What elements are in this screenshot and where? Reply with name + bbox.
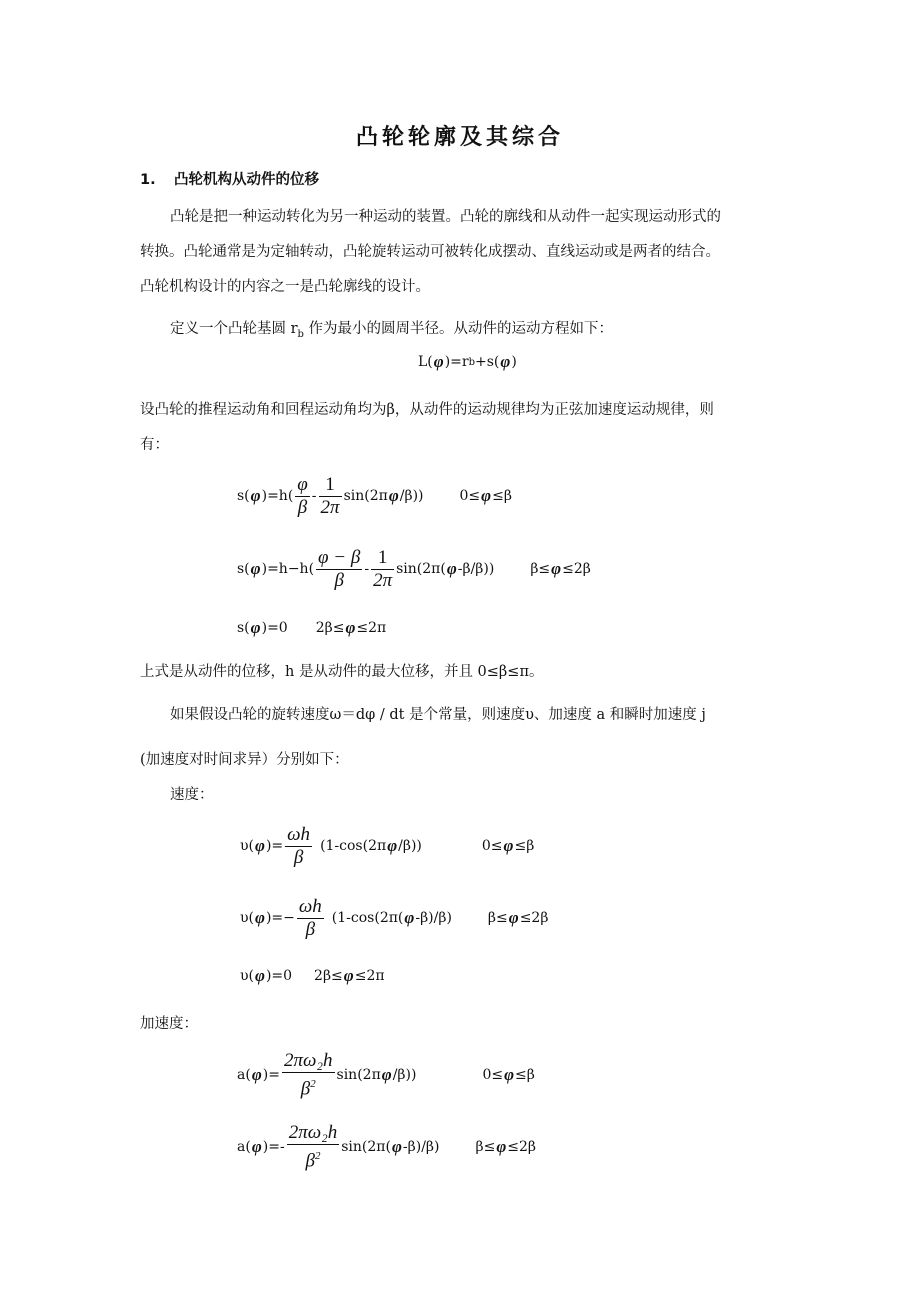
eq-part: +s(: [475, 354, 500, 370]
range-part: ≤2π: [356, 620, 387, 636]
numerator: ωh: [298, 895, 322, 917]
define-subscript: b: [297, 328, 304, 340]
range-part: ≤β: [515, 1067, 535, 1083]
formula-v1: [240, 820, 534, 872]
eq-part: s(: [237, 561, 250, 577]
eq-part: /β)): [392, 1067, 417, 1083]
denominator: 2π: [373, 569, 393, 591]
eq-part: )=−: [265, 910, 295, 926]
formula-s2: [237, 543, 591, 595]
page-title: 凸轮轮廓及其综合: [355, 125, 564, 150]
numerator: 1: [377, 546, 388, 568]
eq-part: )=0: [261, 620, 288, 636]
phi-symbol: φ: [250, 486, 261, 505]
phi-symbol: φ: [433, 352, 444, 371]
section-number: 1.: [140, 172, 156, 188]
eq-part: L(: [418, 354, 433, 370]
setting-line-2: 有：: [140, 437, 169, 453]
displacement-note: 上式是从动件的位移，h 是从动件的最大位移，并且 0≤β≤π。: [140, 664, 544, 680]
formula-s1: [237, 470, 512, 522]
range-part: β≤: [530, 561, 551, 577]
velocity-label: 速度：: [170, 787, 214, 803]
range-part: 0≤: [481, 838, 503, 854]
phi-symbol: φ: [504, 1065, 515, 1084]
denominator-base: β: [305, 1150, 315, 1172]
phi-symbol: φ: [251, 1065, 262, 1084]
range-part: 0≤: [482, 1067, 504, 1083]
intro-line-2: 转换。凸轮通常是为定轴转动，凸轮旋转运动可被转化成摆动、直线运动或是两者的结合。: [140, 244, 720, 260]
range-part: 2β≤: [315, 620, 345, 636]
eq-part: (1-cos(2π(: [331, 910, 404, 926]
eq-part: -: [311, 488, 317, 504]
range-part: 2β≤: [314, 968, 343, 984]
phi-symbol: φ: [250, 618, 261, 637]
eq-part: s(: [237, 620, 250, 636]
denominator: [303, 1145, 322, 1172]
eq-part: )=: [262, 1067, 280, 1083]
phi-symbol: φ: [446, 559, 457, 578]
eq-part: a(: [237, 1139, 251, 1155]
phi-symbol: φ: [500, 352, 511, 371]
formula-v2: [240, 892, 548, 944]
motion-equation: [418, 352, 517, 372]
eq-part: (1-cos(2π: [320, 838, 387, 854]
eq-part: sin(2π(: [341, 1139, 391, 1155]
eq-part: )=h(: [261, 488, 294, 504]
section-heading: [140, 168, 319, 189]
range-part: ≤2π: [354, 968, 385, 984]
phi-symbol: φ: [250, 559, 261, 578]
range-part: ≤2β: [562, 561, 591, 577]
denominator: β: [305, 918, 316, 940]
eq-part: υ(: [240, 968, 254, 984]
range-part: ≤β: [514, 838, 535, 854]
phi-symbol: φ: [496, 1137, 507, 1156]
intro-line-3: 凸轮机构设计的内容之一是凸轮廓线的设计。: [140, 279, 430, 295]
eq-part: )=h−h(: [261, 561, 315, 577]
range-part: β≤: [475, 1139, 496, 1155]
eq-part: -: [364, 561, 370, 577]
numerator: φ: [297, 473, 308, 495]
eq-part: )=: [265, 838, 284, 854]
fraction: [285, 824, 312, 869]
denominator: β: [334, 569, 344, 591]
eq-part: )=-: [262, 1139, 285, 1155]
numerator: ωh: [287, 823, 311, 845]
range-part: ≤2β: [519, 910, 549, 926]
phi-symbol: φ: [481, 486, 492, 505]
phi-symbol: φ: [345, 618, 356, 637]
formula-v3: [240, 966, 385, 986]
phi-symbol: φ: [251, 1137, 262, 1156]
range-part: ≤2β: [507, 1139, 536, 1155]
numerator: 1: [325, 473, 335, 495]
eq-part: υ(: [240, 910, 254, 926]
eq-part: sin(2π: [343, 488, 388, 504]
fraction: [297, 896, 324, 941]
setting-line-1: 设凸轮的推程运动角和回程运动角均为β，从动件的运动规律均为正弦加速度运动规律，则: [140, 402, 714, 418]
phi-symbol: φ: [551, 559, 562, 578]
define-text: 定义一个凸轮基圆 r: [170, 321, 298, 337]
phi-symbol: φ: [254, 836, 265, 855]
denominator: 2π: [320, 496, 340, 518]
section-title: 凸轮机构从动件的位移: [174, 172, 319, 188]
formula-a1: [237, 1048, 535, 1102]
fraction: [287, 1122, 340, 1172]
fraction: [319, 474, 342, 519]
eq-part: )=r: [444, 354, 469, 370]
define-paragraph: [140, 317, 780, 340]
phi-symbol: φ: [381, 1065, 392, 1084]
denominator-base: β: [300, 1078, 311, 1100]
phi-symbol: φ: [254, 908, 265, 927]
eq-part: υ(: [240, 838, 254, 854]
speed-line-1: 如果假设凸轮的旋转速度ω＝dφ / dt 是个常量，则速度υ、加速度 a 和瞬时加速度 j: [170, 707, 706, 723]
eq-part: a(: [237, 1067, 251, 1083]
fraction: [282, 1050, 335, 1100]
fraction: [295, 474, 310, 519]
numerator: φ − β: [318, 546, 361, 568]
numerator: 2πω₂h: [288, 1121, 338, 1143]
phi-symbol: φ: [404, 908, 415, 927]
range-part: ≤β: [492, 488, 512, 504]
acceleration-label: 加速度：: [140, 1016, 198, 1032]
denominator: β: [293, 846, 304, 868]
denominator-exponent: 2: [314, 1149, 321, 1162]
eq-part: -β)/β): [415, 910, 452, 926]
denominator: [299, 1073, 318, 1100]
eq-part: )=0: [265, 968, 293, 984]
eq-part: /β)): [398, 838, 422, 854]
formula-s3: [237, 618, 386, 638]
phi-symbol: φ: [254, 966, 265, 985]
formula-a2: [237, 1120, 536, 1174]
denominator: β: [297, 496, 308, 518]
denominator-exponent: 2: [310, 1077, 316, 1090]
phi-symbol: φ: [508, 908, 519, 927]
range-part: 0≤: [459, 488, 481, 504]
phi-symbol: φ: [387, 836, 398, 855]
eq-part: ): [511, 354, 517, 370]
phi-symbol: φ: [503, 836, 514, 855]
eq-part: s(: [237, 488, 250, 504]
eq-part: /β)): [399, 488, 424, 504]
phi-symbol: φ: [391, 1137, 402, 1156]
eq-part: -β)/β): [402, 1139, 440, 1155]
fraction: [316, 547, 362, 592]
define-text-rest: 作为最小的圆周半径。从动件的运动方程如下：: [303, 321, 614, 337]
fraction: [371, 547, 394, 592]
phi-symbol: φ: [388, 486, 399, 505]
eq-part: sin(2π(: [396, 561, 446, 577]
speed-line-2: (加速度对时间求异）分别如下：: [140, 752, 349, 768]
eq-part: sin(2π: [336, 1067, 381, 1083]
intro-line-1: 凸轮是把一种运动转化为另一种运动的装置。凸轮的廓线和从动件一起实现运动形式的: [170, 209, 721, 225]
range-part: β≤: [487, 910, 508, 926]
numerator: 2πω₂h: [283, 1049, 333, 1071]
phi-symbol: φ: [343, 966, 354, 985]
eq-subscript: b: [468, 356, 476, 368]
eq-part: -β/β)): [457, 561, 495, 577]
